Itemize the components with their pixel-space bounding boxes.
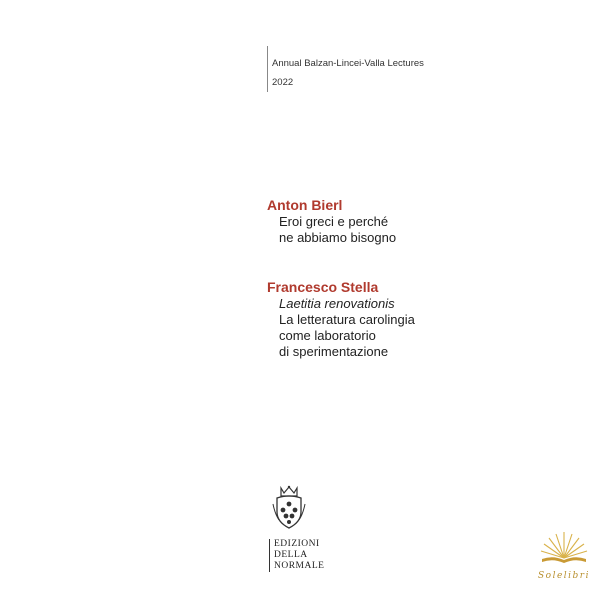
book-cover bbox=[119, 0, 590, 600]
title-line: come laboratorio bbox=[279, 328, 376, 343]
author-name: Francesco Stella bbox=[267, 279, 379, 295]
publisher-name: EDIZIONI DELLA NORMALE bbox=[269, 539, 324, 572]
publisher-logo bbox=[269, 484, 324, 572]
imprint-name: Solelibri bbox=[538, 571, 590, 581]
sun-book-icon bbox=[536, 528, 592, 566]
series-heading bbox=[267, 46, 424, 92]
title-line: di sperimentazione bbox=[279, 344, 389, 359]
author-name: Anton Bierl bbox=[267, 197, 343, 213]
title-line: La letteratura carolingia bbox=[279, 312, 415, 327]
entry-bierl bbox=[267, 196, 396, 246]
series-title: Annual Balzan-Lincei-Valla Lectures bbox=[272, 58, 424, 69]
entry-stella bbox=[267, 278, 415, 360]
title-line: ne abbiamo bisogno bbox=[279, 230, 397, 245]
imprint-logo bbox=[529, 528, 599, 581]
title-line: Eroi greci e perché bbox=[279, 214, 389, 229]
series-year: 2022 bbox=[272, 77, 294, 88]
crest-icon bbox=[269, 484, 309, 530]
title-italic-line: Laetitia renovationis bbox=[279, 296, 395, 311]
